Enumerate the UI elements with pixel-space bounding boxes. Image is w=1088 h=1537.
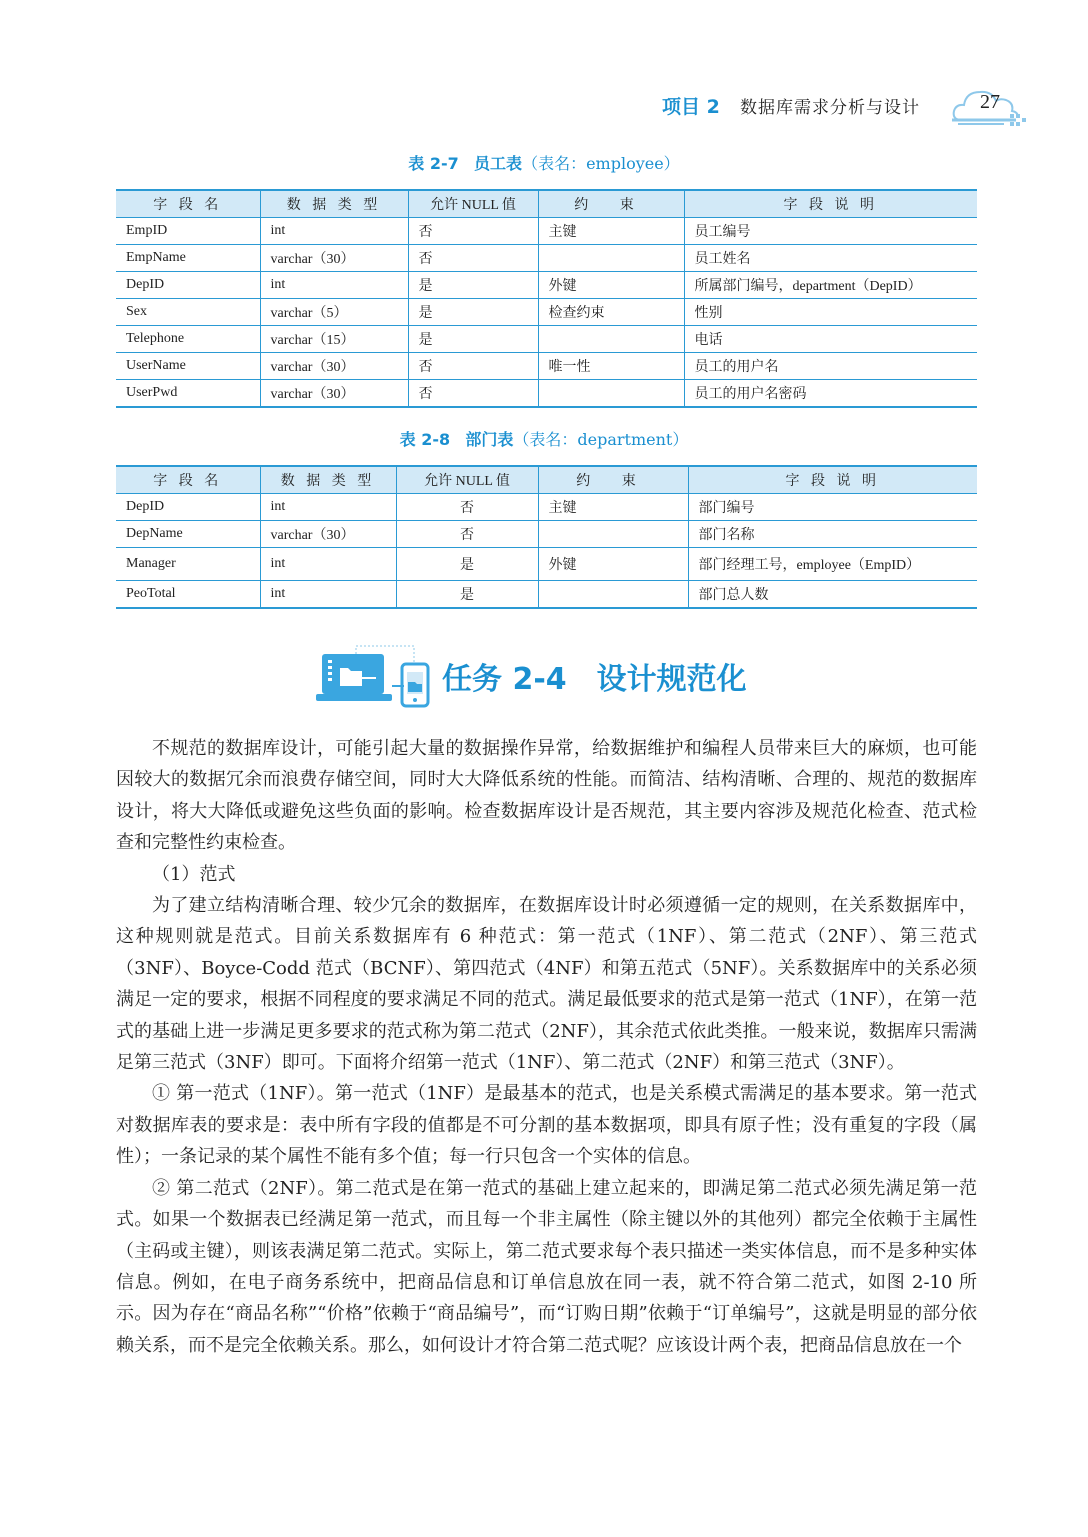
column-header: 字 段 名 (116, 466, 260, 494)
table-row (116, 272, 977, 299)
cell-nullable: 是 (408, 272, 538, 299)
cell-constraint (538, 581, 688, 609)
caption-name: 员工表 (474, 154, 523, 173)
column-header: 数 据 类 型 (260, 466, 396, 494)
cell-constraint: 唯一性 (538, 353, 684, 380)
caption-table-name: （表名：department） (513, 430, 689, 449)
cell-description: 部门编号 (688, 494, 977, 521)
cell-nullable: 是 (396, 581, 538, 609)
column-header: 字 段 说 明 (688, 466, 977, 494)
cell-data-type: int (260, 548, 396, 581)
cell-data-type: int (260, 272, 408, 299)
column-header: 允许 NULL 值 (408, 190, 538, 218)
column-header: 约 束 (538, 466, 688, 494)
cell-constraint (538, 326, 684, 353)
cell-field-name: Manager (116, 548, 260, 581)
table-row (116, 353, 977, 380)
paragraph: 为了建立结构清晰合理、较少冗余的数据库，在数据库设计时必须遵循一定的规则，在关系数据库中，这种规则就是范式。目前关系数据库有 6 种范式：第一范式（1NF）、第二范式（2NF）、第三范式（3NF）、Boyce-Codd 范式（BCNF）、第四范式（4NF）和第五范式（5NF）。关系数据库中的关系必须满足一定的要求，根据不同程度的要求满足不同的范式。满足最低要求的范式是第一范式（1NF），在第一范式的基础上进一步满足更多要求的范式称为第二范式（2NF），其余范式依此类推。一般来说，数据库只需满足第三范式（3NF）即可。下面将介绍第一范式（1NF）、第二范式（2NF）和第三范式（3NF）。 (116, 895, 977, 1074)
cell-description: 员工的用户名密码 (684, 380, 977, 408)
cell-data-type: int (260, 494, 396, 521)
cell-constraint: 主键 (538, 218, 684, 245)
column-header: 数 据 类 型 (260, 190, 408, 218)
task-name: 设计规范化 (596, 662, 747, 697)
table-row (116, 245, 977, 272)
table-header-row (116, 190, 977, 218)
cell-field-name: PeoTotal (116, 581, 260, 609)
table-row (116, 299, 977, 326)
cell-description: 部门总人数 (688, 581, 977, 609)
table-row (116, 548, 977, 581)
running-header (640, 84, 1040, 128)
table-header-row (116, 466, 977, 494)
cell-nullable: 否 (408, 353, 538, 380)
cell-data-type: varchar（5） (260, 299, 408, 326)
table-department-caption (0, 427, 1088, 450)
employee-table (116, 189, 977, 408)
cell-field-name: UserName (116, 353, 260, 380)
column-header: 约 束 (538, 190, 684, 218)
paragraph: ① 第一范式（1NF）。第一范式（1NF）是最基本的范式，也是关系模式需满足的基本要求。第一范式对数据库表的要求是：表中所有字段的值都是不可分割的基本数据项，即具有原子性；没有重复的字段（属性）；一条记录的某个属性不能有多个值；每一行只包含一个实体的信息。 (116, 1083, 977, 1168)
cell-nullable: 是 (408, 299, 538, 326)
cell-description: 性别 (684, 299, 977, 326)
section-heading: （1）范式 (152, 863, 236, 885)
cell-constraint: 主键 (538, 494, 688, 521)
cell-constraint (538, 245, 684, 272)
cell-nullable: 是 (396, 548, 538, 581)
cell-constraint: 检查约束 (538, 299, 684, 326)
cell-description: 电话 (684, 326, 977, 353)
laptop-phone-transfer-icon (316, 642, 434, 708)
cell-description: 员工编号 (684, 218, 977, 245)
table-row (116, 218, 977, 245)
caption-number: 表 2-7 (408, 154, 459, 173)
cell-data-type: int (260, 581, 396, 609)
cell-field-name: DepID (116, 494, 260, 521)
cell-constraint (538, 380, 684, 408)
header-project-label: 项目 2 (662, 96, 720, 118)
cell-nullable: 否 (408, 380, 538, 408)
cell-field-name: UserPwd (116, 380, 260, 408)
cell-nullable: 否 (408, 218, 538, 245)
column-header: 允许 NULL 值 (396, 466, 538, 494)
table-row (116, 521, 977, 548)
caption-table-name: （表名：employee） (522, 154, 680, 173)
cell-description: 部门经理工号，employee（EmpID） (688, 548, 977, 581)
caption-name: 部门表 (465, 430, 514, 449)
cell-data-type: int (260, 218, 408, 245)
cell-field-name: EmpName (116, 245, 260, 272)
table-row (116, 380, 977, 408)
table-row (116, 326, 977, 353)
cell-nullable: 否 (408, 245, 538, 272)
cell-nullable: 否 (396, 521, 538, 548)
cell-field-name: DepID (116, 272, 260, 299)
cell-field-name: EmpID (116, 218, 260, 245)
paragraph: ② 第二范式（2NF）。第二范式是在第一范式的基础上建立起来的，即满足第二范式必须先满足第一范式。如果一个数据表已经满足第一范式，而且每一个非主属性（除主键以外的其他列）都完全依赖于主属性（主码或主键），则该表满足第二范式。实际上，第二范式要求每个表只描述一类实体信息，而不是多种实体信息。例如，在电子商务系统中，把商品信息和订单信息放在同一表，就不符合第二范式，如图 2-10 所示。因为存在“商品名称”“价格”依赖于“商品编号”，而“订购日期”依赖于“订单编号”，这就是明显的部分依赖关系，而不是完全依赖关系。那么，如何设计才符合第二范式呢？应该设计两个表，把商品信息放在一个 (116, 1177, 977, 1356)
column-header: 字 段 名 (116, 190, 260, 218)
department-table (116, 465, 977, 609)
cell-field-name: DepName (116, 521, 260, 548)
cell-description: 员工姓名 (684, 245, 977, 272)
table-employee-caption (0, 151, 1088, 174)
cell-constraint: 外键 (538, 548, 688, 581)
cell-data-type: varchar（30） (260, 245, 408, 272)
cell-data-type: varchar（30） (260, 353, 408, 380)
cell-description: 员工的用户名 (684, 353, 977, 380)
task-title (442, 654, 747, 698)
task-heading (316, 642, 796, 708)
cell-data-type: varchar（15） (260, 326, 408, 353)
task-label: 任务 2-4 (442, 662, 567, 697)
caption-number: 表 2-8 (399, 430, 451, 449)
cell-constraint: 外键 (538, 272, 684, 299)
cell-data-type: varchar（30） (260, 380, 408, 408)
table-row (116, 581, 977, 609)
cell-constraint (538, 521, 688, 548)
cell-field-name: Telephone (116, 326, 260, 353)
cell-nullable: 是 (408, 326, 538, 353)
header-chapter-title: 数据库需求分析与设计 (740, 98, 920, 118)
column-header: 字 段 说 明 (684, 190, 977, 218)
cell-field-name: Sex (116, 299, 260, 326)
cell-description: 部门名称 (688, 521, 977, 548)
body-text (116, 733, 977, 1361)
cell-data-type: varchar（30） (260, 521, 396, 548)
paragraph: 不规范的数据库设计，可能引起大量的数据操作异常，给数据维护和编程人员带来巨大的麻烦，也可能因较大的数据冗余而浪费存储空间，同时大大降低系统的性能。而简洁、结构清晰、合理的、规范的数据库设计，将大大降低或避免这些负面的影响。检查数据库设计是否规范，其主要内容涉及规范化检查、范式检查和完整性约束检查。 (116, 738, 977, 854)
cell-nullable: 否 (396, 494, 538, 521)
table-row (116, 494, 977, 521)
page-number: 27 (980, 91, 1000, 113)
cell-description: 所属部门编号，department（DepID） (684, 272, 977, 299)
